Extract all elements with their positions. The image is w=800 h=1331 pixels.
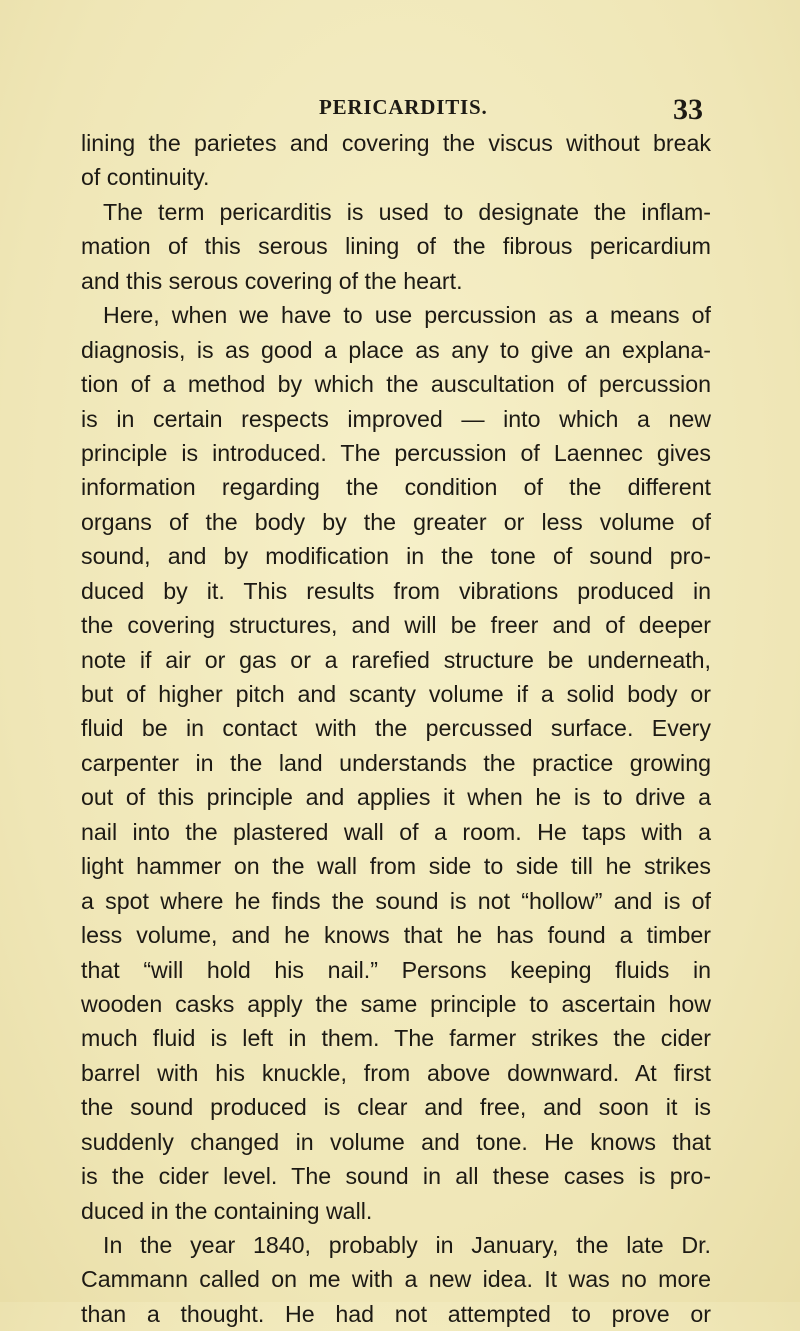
- text-line: note if air or gas or a rarefied structure be underneath,: [81, 646, 711, 673]
- text-line: out of this principle and applies it when he is to drive a: [81, 784, 711, 811]
- text-line: nail into the plastered wall of a room. He taps with a: [81, 818, 711, 845]
- text-line: light hammer on the wall from side to side till he strikes: [81, 853, 711, 880]
- text-line: of continuity.: [81, 164, 210, 191]
- text-line: Cammann called on me with a new idea. It was no more: [81, 1266, 711, 1293]
- text-line: but of higher pitch and scanty volume if a solid body or: [81, 681, 711, 707]
- text-line: is the cider level. The sound in all these cases is pro-: [81, 1163, 711, 1190]
- text-line: mation of this serous lining of the fibrous pericardium: [81, 233, 711, 260]
- text-line: than a thought. He had not attempted to prove or: [81, 1300, 711, 1327]
- text-line: suddenly changed in volume and tone. He knows that: [81, 1128, 711, 1155]
- text-line: duced in the containing wall.: [81, 1197, 373, 1224]
- text-line: wooden casks apply the same principle to ascertain how: [81, 990, 711, 1017]
- text-line: that “will hold his nail.” Persons keeping fluids in: [81, 956, 711, 983]
- page-number: 33: [673, 93, 703, 126]
- text-line: The term pericarditis is used to designate the inflam-: [103, 198, 711, 225]
- text-line: organs of the body by the greater or less volume of: [81, 508, 711, 535]
- text-line: a spot where he finds the sound is not “hollow” and is of: [81, 887, 711, 914]
- text-line: the sound produced is clear and free, and soon it is: [81, 1094, 711, 1121]
- text-line: carpenter in the land understands the practice growing: [81, 749, 711, 776]
- text-line: fluid be in contact with the percussed surface. Every: [81, 715, 711, 742]
- text-line: barrel with his knuckle, from above downward. At first: [81, 1059, 711, 1086]
- text-line: the covering structures, and will be freer and of deeper: [81, 612, 711, 639]
- text-line: Here, when we have to use percussion as a means of: [103, 302, 711, 329]
- text-line: information regarding the condition of the different: [81, 474, 711, 501]
- running-title: PERICARDITIS.: [319, 95, 488, 119]
- text-line: lining the parietes and covering the viscus without break: [81, 130, 711, 156]
- text-line: diagnosis, is as good a place as any to give an explana-: [81, 336, 711, 363]
- text-line: In the year 1840, probably in January, the late Dr.: [103, 1232, 711, 1258]
- text-line: duced by it. This results from vibrations produced in: [81, 577, 711, 604]
- text-line: much fluid is left in them. The farmer strikes the cider: [81, 1025, 711, 1052]
- body-text: [81, 126, 711, 1331]
- text-line: is in certain respects improved — into which a new: [81, 405, 711, 432]
- text-line: principle is introduced. The percussion of Laennec gives: [81, 439, 711, 466]
- text-line: tion of a method by which the auscultation of percussion: [81, 371, 711, 398]
- text-line: and this serous covering of the heart.: [81, 267, 463, 294]
- text-line: less volume, and he knows that he has found a timber: [81, 922, 711, 949]
- text-line: sound, and by modification in the tone of sound pro-: [81, 543, 711, 570]
